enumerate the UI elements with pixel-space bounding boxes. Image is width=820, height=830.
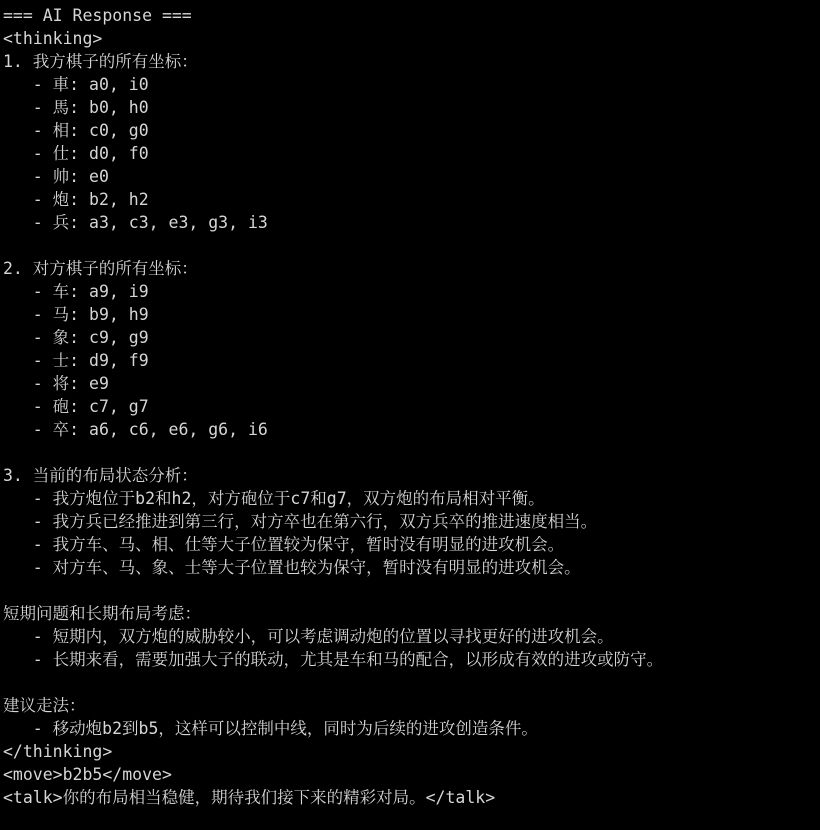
- terminal-line: <move>b2b5</move>: [3, 765, 172, 784]
- terminal-line: - 象: c9, g9: [3, 328, 149, 347]
- terminal-line: - 仕: d0, f0: [3, 144, 149, 163]
- terminal-line: [3, 441, 820, 464]
- terminal-line: [3, 579, 820, 602]
- terminal-line: - 卒: a6, c6, e6, g6, i6: [3, 420, 268, 439]
- terminal-line: [3, 671, 820, 694]
- terminal-line: - 相: c0, g0: [3, 121, 149, 140]
- terminal-line: - 帅: e0: [3, 167, 109, 186]
- terminal-line: - 我方车、马、相、仕等大子位置较为保守，暂时没有明显的进攻机会。: [3, 535, 565, 554]
- terminal-line: - 将: e9: [3, 374, 109, 393]
- terminal-line: - 士: d9, f9: [3, 351, 149, 370]
- terminal-line: - 我方炮位于b2和h2，对方砲位于c7和g7，双方炮的布局相对平衡。: [3, 489, 545, 508]
- terminal-line: - 我方兵已经推进到第三行，对方卒也在第六行，双方兵卒的推进速度相当。: [3, 512, 598, 531]
- terminal-line: <talk>你的布局相当稳健，期待我们接下来的精彩对局。</talk>: [3, 788, 496, 807]
- terminal-line: - 砲: c7, g7: [3, 397, 149, 416]
- terminal-line: 3. 当前的布局状态分析：: [3, 466, 198, 485]
- terminal-line: - 短期内，双方炮的威胁较小，可以考虑调动炮的位置以寻找更好的进攻机会。: [3, 627, 614, 646]
- terminal-line: [3, 234, 820, 257]
- terminal-line: - 兵: a3, c3, e3, g3, i3: [3, 213, 268, 232]
- terminal-line: - 车: a9, i9: [3, 282, 149, 301]
- terminal-line: - 长期来看，需要加强大子的联动，尤其是车和马的配合，以形成有效的进攻或防守。: [3, 650, 664, 669]
- terminal-line: <thinking>: [3, 29, 103, 48]
- terminal-line: - 移动炮b2到b5，这样可以控制中线，同时为后续的进攻创造条件。: [3, 719, 538, 738]
- terminal-line: - 马: b9, h9: [3, 305, 149, 324]
- terminal-line: - 炮: b2, h2: [3, 190, 149, 209]
- terminal-line: - 馬: b0, h0: [3, 98, 149, 117]
- terminal-line: 1. 我方棋子的所有坐标：: [3, 52, 198, 71]
- terminal-line: === AI Response ===: [3, 6, 192, 25]
- terminal-line: 2. 对方棋子的所有坐标：: [3, 259, 198, 278]
- terminal-line: 短期问题和长期布局考虑：: [3, 604, 201, 623]
- terminal-line: 建议走法：: [3, 696, 86, 715]
- terminal-line: - 車: a0, i0: [3, 75, 149, 94]
- terminal-line: - 对方车、马、象、士等大子位置也较为保守，暂时没有明显的进攻机会。: [3, 558, 581, 577]
- terminal-line: </thinking>: [3, 742, 113, 761]
